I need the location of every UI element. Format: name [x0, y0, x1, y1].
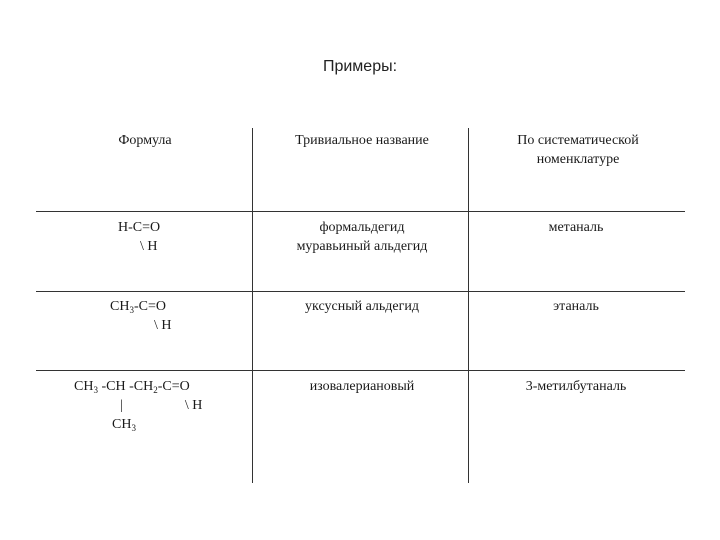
- row2-trivial: [262, 297, 462, 316]
- slide-title: Примеры:: [322, 58, 398, 75]
- row3-formula-sub1: 3: [93, 385, 98, 395]
- column-divider-2: [468, 128, 469, 483]
- row1-formula-line2: \ H: [140, 239, 158, 254]
- row2-systematic: [478, 297, 674, 316]
- row3-trivial-text: изовалериановый: [309, 379, 415, 394]
- row2-trivial-text: уксусный альдегид: [305, 299, 419, 314]
- row1-systematic: [478, 218, 674, 237]
- row3-formula-h: \ H: [184, 398, 203, 413]
- header-formula: [60, 131, 230, 150]
- row3-formula-bar: |: [120, 398, 123, 413]
- row1-trivial-line2: муравьиный альдегид: [296, 239, 428, 254]
- row3-formula-end: -C=O: [157, 379, 190, 394]
- row3-systematic: [478, 377, 674, 396]
- row-divider-3: [36, 370, 685, 371]
- row1-trivial-line1: формальдегид: [319, 220, 405, 235]
- row1-formula-line1: H-C=O: [118, 220, 161, 235]
- row3-formula-line3: [74, 415, 202, 434]
- row1-formula: [118, 218, 160, 256]
- row3-formula: [74, 377, 202, 434]
- row1-systematic-text: метаналь: [548, 220, 604, 235]
- row3-formula-branch: CH: [112, 417, 132, 432]
- row3-formula-ch3: CH: [74, 379, 94, 394]
- row3-formula-line2: [74, 396, 202, 415]
- header-trivial-text: Тривиальное название: [295, 133, 429, 148]
- row-divider-1: [36, 211, 685, 212]
- row1-trivial: [262, 218, 462, 256]
- header-systematic-line2: номенклатуре: [536, 152, 620, 167]
- row3-formula-sub2: 2: [153, 385, 158, 395]
- header-systematic-line1: По систематической: [517, 133, 639, 148]
- header-trivial: [262, 131, 462, 150]
- row2-formula-line1: [110, 297, 172, 316]
- row3-formula-branch-sub: 3: [131, 423, 136, 433]
- row-divider-2: [36, 291, 685, 292]
- row3-systematic-text: 3-метилбутаналь: [525, 379, 627, 394]
- row2-formula: [110, 297, 172, 335]
- column-divider-1: [252, 128, 253, 483]
- row2-formula-rest: -C=O: [133, 299, 166, 314]
- row2-systematic-text: этаналь: [553, 299, 599, 314]
- row2-formula-ch: CH: [110, 299, 130, 314]
- header-formula-text: Формула: [118, 133, 172, 148]
- header-systematic: [478, 131, 678, 169]
- row2-formula-sub: 3: [129, 305, 134, 315]
- row3-trivial: [262, 377, 462, 396]
- row2-formula-line2: \ H: [154, 318, 172, 333]
- row3-formula-line1: [74, 377, 202, 396]
- row3-formula-mid: -CH -CH: [97, 379, 154, 394]
